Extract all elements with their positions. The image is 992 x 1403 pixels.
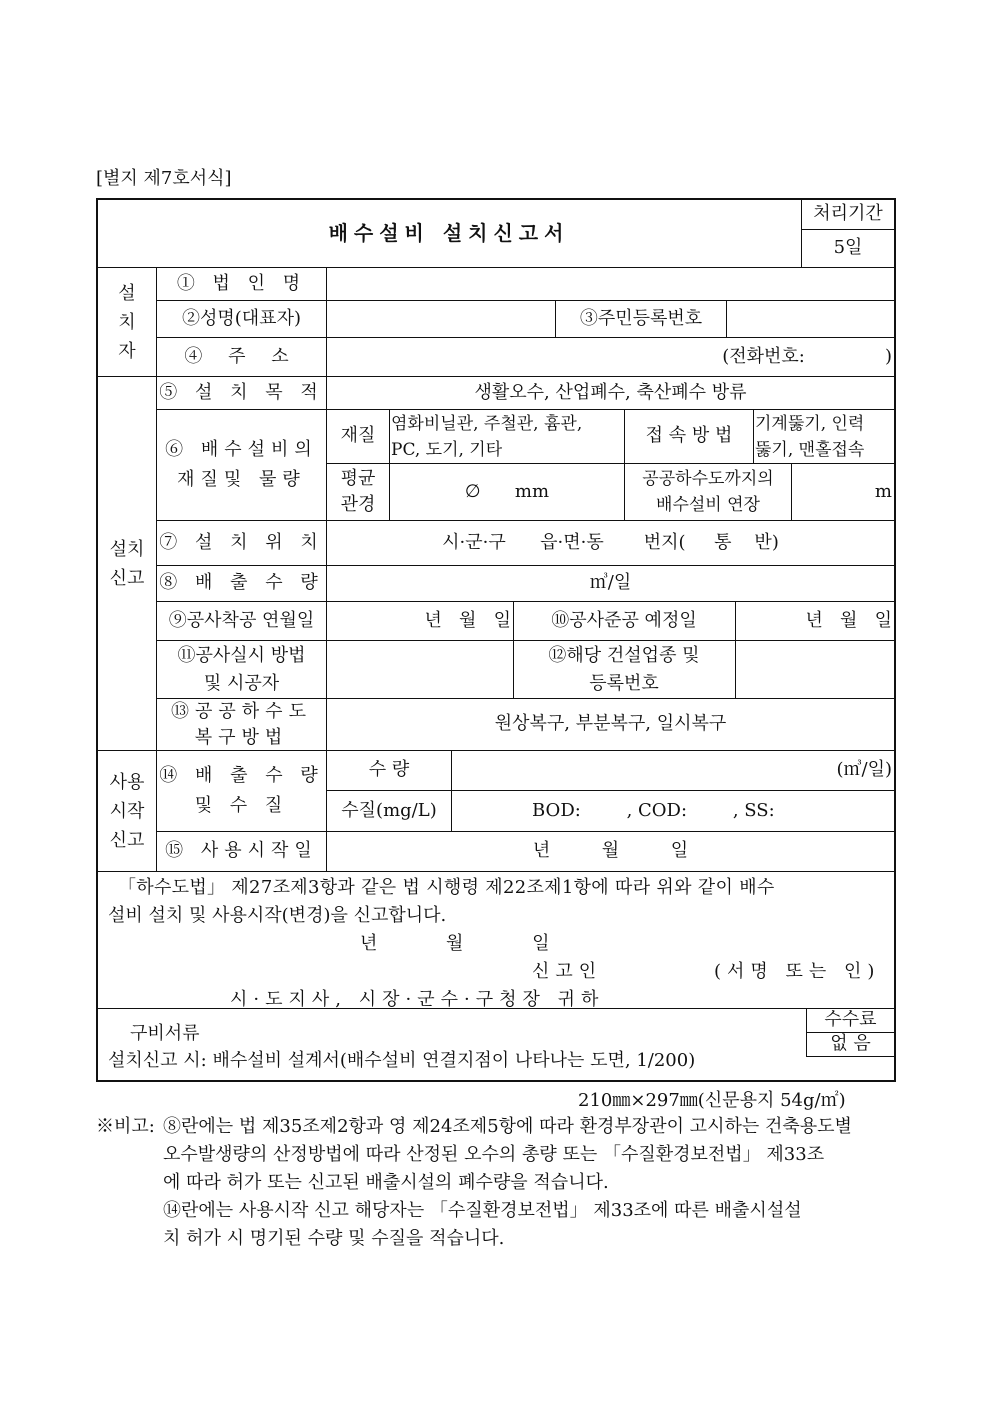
label-discharge-quality: ⑭ 배 출 수 량 및 수 질 (159, 765, 324, 816)
remark-line: 치 허가 시 명기된 수량 및 수질을 적습니다. (163, 1228, 505, 1249)
label-resident-number: ③주민등록번호 (579, 307, 703, 329)
reporter-label: 신고인 (532, 961, 603, 982)
remark-line: ⑧란에는 법 제35조제2항과 영 제24조제5항에 따라 환경부장관이 고시하는 건축용도별 (163, 1116, 852, 1137)
documents-text: 설치신고 시: 배수설비 설계서(배수설비 연결지점이 나타나는 도면, 1/200) (108, 1050, 696, 1071)
label-connection-method: 접 속 방 법 (645, 425, 733, 447)
label-extension-length: 공공하수도까지의 배수설비 연장 (642, 469, 774, 515)
declaration-line-1: 「하수도법」 제27조제3항과 같은 법 시행령 제22조제1항에 따라 위와 같이 배수 (118, 877, 775, 898)
label-construction-start: ⑨공사착공 연월일 (168, 609, 315, 631)
processing-value: 5일 (833, 237, 863, 259)
form-title: 배수설비 설치신고서 (328, 221, 570, 245)
use-start-date-value[interactable]: 년 월 일 (532, 840, 689, 862)
name-field[interactable] (327, 301, 555, 337)
material-options: 염화비닐관, 주철관, 흄관, PC, 도기, 기타 (391, 413, 583, 460)
label-address: ④ 주 소 (184, 345, 299, 367)
label-restoration-method: ⑬공공하수도 복구방법 (171, 700, 312, 748)
construction-license-field[interactable] (736, 641, 894, 698)
construction-end-date[interactable]: 년 월 일 (805, 609, 892, 631)
label-install-purpose: ⑤ 설 치 목 적 (159, 381, 324, 403)
label-construction-method: ⑪공사실시 방법 및 시공자 (177, 644, 306, 694)
declaration-date[interactable]: 년 월 일 (360, 933, 550, 954)
extension-length-unit[interactable]: m (874, 480, 892, 502)
address-phone[interactable]: (전화번호: ) (722, 345, 892, 367)
label-avg-diameter: 평균 관경 (340, 468, 376, 515)
use-start-bottom-line (97, 871, 894, 872)
label-corp-name: ① 법 인 명 (176, 272, 307, 294)
form-number: [별지 제7호서식] (96, 168, 232, 189)
paper-size: 210㎜×297㎜(신문용지 54g/㎡) (578, 1090, 846, 1111)
label-install-location: ⑦ 설 치 위 치 (159, 531, 324, 553)
remark-line: 오수발생량의 산정방법에 따라 산정된 오수의 총량 또는 「수질환경보전법」 제33조 (163, 1144, 825, 1165)
construction-start-date[interactable]: 년 월 일 (424, 609, 511, 631)
connection-options: 기계뚫기, 인력 뚫기, 맨홀접속 (755, 413, 865, 460)
documents-label: 구비서류 (130, 1023, 200, 1044)
remarks-prefix: ※비고: (96, 1116, 155, 1137)
fee-label: 수수료 (824, 1009, 877, 1031)
quantity-unit[interactable]: (㎥/일) (836, 759, 892, 781)
f6-conn-right-line (753, 410, 754, 463)
label-construction-license: ⑫해당 건설업종 및 등록번호 (548, 644, 700, 694)
install-purpose-value: 생활오수, 산업폐수, 축산폐수 방류 (474, 381, 747, 403)
declaration-line-2: 설비 설치 및 사용시작(변경)을 신고합니다. (108, 905, 447, 926)
fee-value: 없 음 (830, 1033, 871, 1055)
restoration-method-value: 원상복구, 부분복구, 일시복구 (494, 713, 727, 735)
signature-label[interactable]: (서명 또는 인) (714, 961, 881, 982)
remark-line: ⑭란에는 사용시작 신고 해당자는 「수질환경보전법」 제33조에 따른 배출시설설 (163, 1200, 802, 1221)
avg-diameter-value[interactable]: ∅ mm (464, 480, 550, 502)
label-construction-end: ⑩공사준공 예정일 (551, 609, 697, 631)
declaration-bottom-line (97, 1008, 894, 1009)
label-quantity: 수 량 (368, 759, 410, 781)
label-name-representative: ②성명(대표자) (182, 307, 301, 329)
water-quality-values[interactable]: BOD: , COD: , SS: (532, 799, 775, 821)
label-material: 재질 (340, 425, 376, 447)
install-location-value[interactable]: 시·군·구 읍·면·동 번지( 통 반) (442, 531, 779, 553)
section-installer: 설 치 자 (118, 282, 136, 362)
discharge-volume-value[interactable]: ㎥/일 (589, 572, 632, 594)
processing-label: 처리기간 (813, 202, 883, 224)
label-drain-material: ⑥ 배수설비의 재질및 물량 (165, 439, 318, 490)
label-water-quality: 수질(mg/L) (341, 799, 437, 821)
label-discharge-volume: ⑧ 배 출 수 량 (159, 572, 324, 594)
label-use-start-date: ⑮ 사용시작일 (165, 840, 318, 862)
section-use-start-report: 사용 시작 신고 (109, 771, 145, 851)
resident-number-field[interactable] (727, 301, 894, 337)
corp-name-field[interactable] (327, 268, 894, 300)
section-install-report: 설치 신고 (109, 538, 145, 589)
construction-method-field[interactable] (327, 641, 513, 698)
addressee: 시·도지사, 시장·군수·구청장 귀하 (230, 989, 605, 1010)
remark-line: 에 따라 허가 또는 신고된 배출시설의 폐수량을 적습니다. (163, 1172, 609, 1193)
